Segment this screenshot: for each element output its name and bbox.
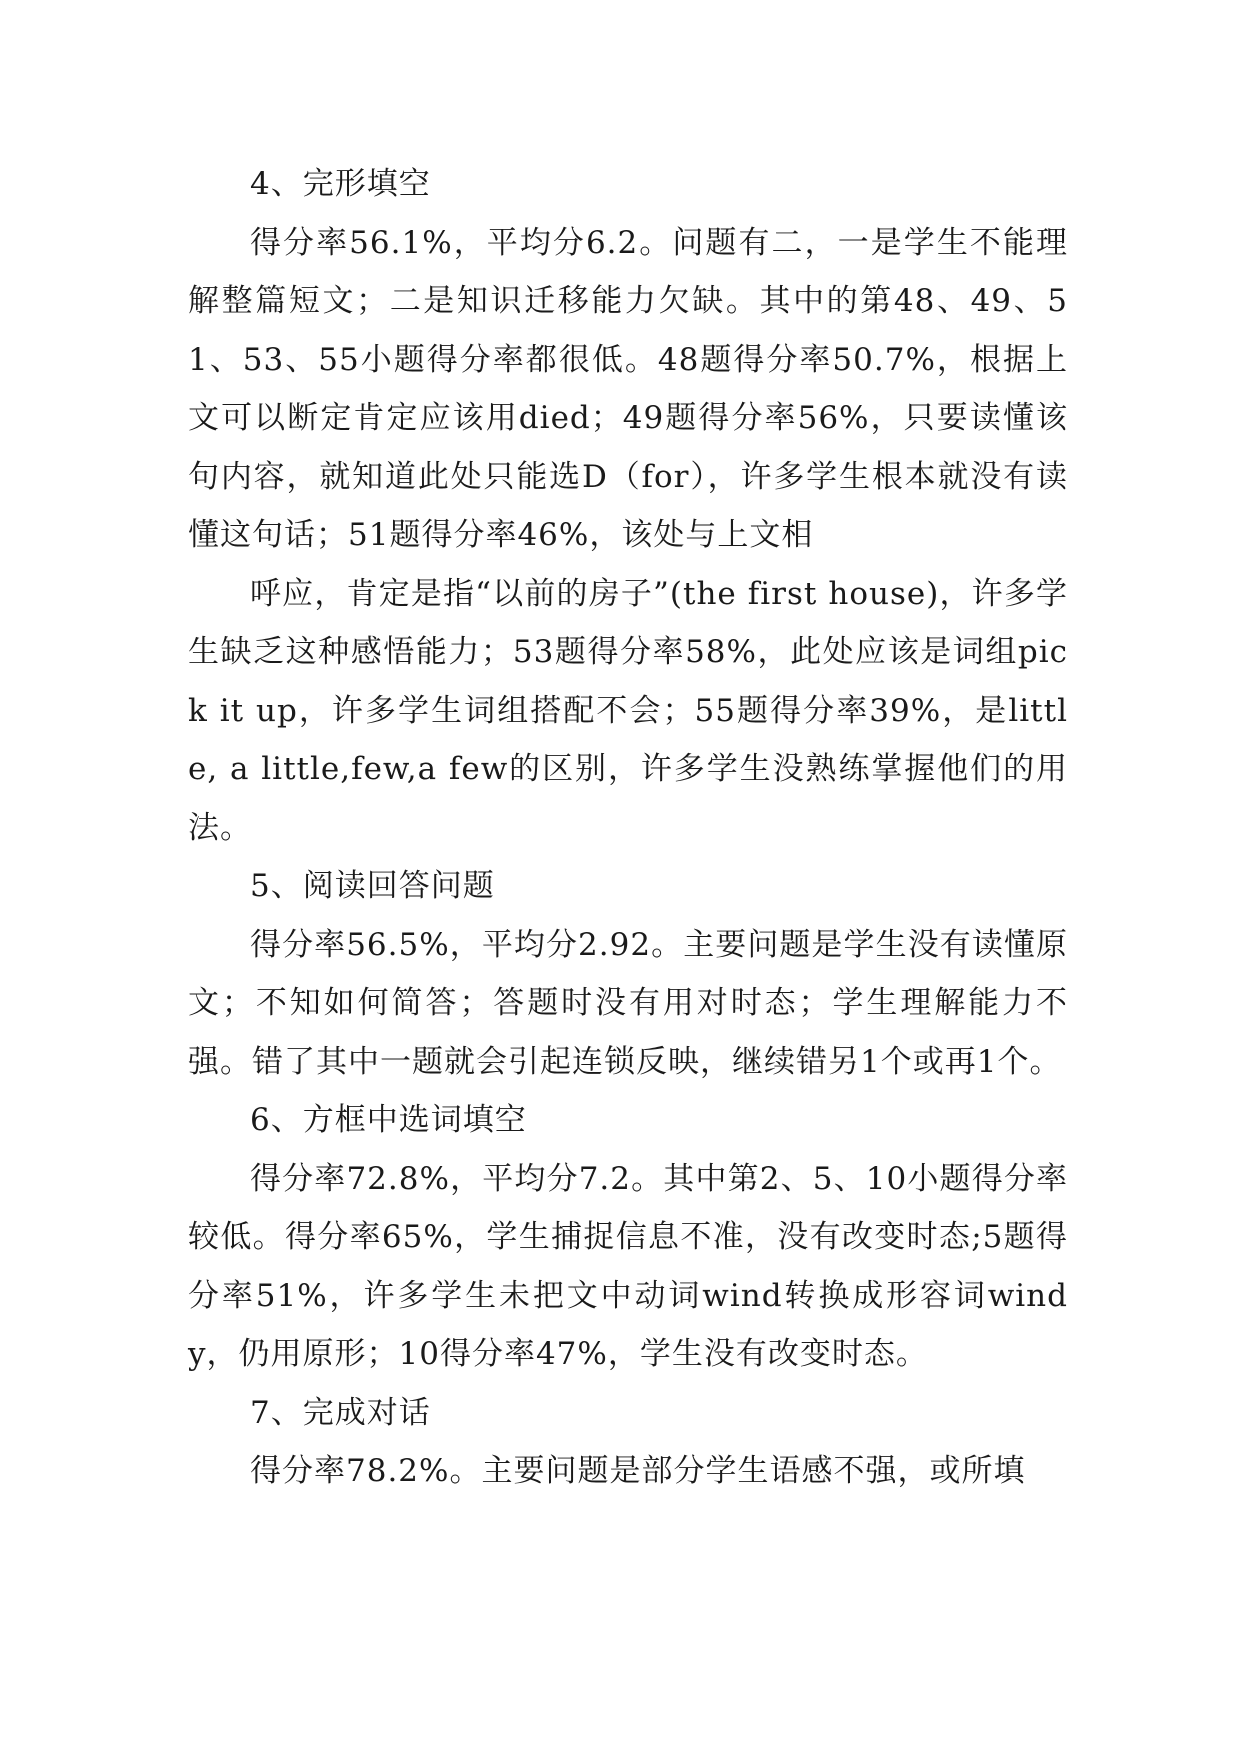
section-heading-cloze: 4、完形填空 bbox=[250, 166, 431, 202]
paragraph-cloze-analysis-continued: 呼应，肯定是指“以前的房子”(the first house)，许多学生缺乏这种感悟能力；53题得分率58%，此处应该是词组pick it up，许多学生词组搭配不会；55题得分率39%，是little, a little,few,a few的区别，许多学生没熟练掌握他们的用法。 bbox=[188, 575, 1068, 846]
paragraph-dialogue-analysis: 得分率78.2%。主要问题是部分学生语感不强，或所填 bbox=[250, 1453, 1026, 1489]
section-heading-word-box: 6、方框中选词填空 bbox=[250, 1102, 527, 1138]
paragraph-word-box-analysis: 得分率72.8%，平均分7.2。其中第2、5、10小题得分率较低。得分率65%，学生捕捉信息不准，没有改变时态;5题得分率51%，许多学生未把文中动词wind转换成形容词windy，仍用原形；10得分率47%，学生没有改变时态。 bbox=[188, 1160, 1068, 1372]
section-heading-dialogue: 7、完成对话 bbox=[250, 1394, 431, 1431]
paragraph-cloze-analysis: 得分率56.1%，平均分6.2。问题有二，一是学生不能理解整篇短文；二是知识迁移能力欠缺。其中的第48、49、51、53、55小题得分率都很低。48题得分率50.7%，根据上文可以断定肯定应该用died；49题得分率56%，只要读懂该句内容，就知道此处只能选D（for），许多学生根本就没有读懂这句话；51题得分率46%，该处与上文相 bbox=[188, 224, 1068, 553]
section-heading-reading: 5、阅读回答问题 bbox=[250, 868, 495, 904]
document-body bbox=[188, 155, 1068, 1501]
paragraph-reading-analysis: 得分率56.5%，平均分2.92。主要问题是学生没有读懂原文；不知如何简答；答题时没有用对时态；学生理解能力不强。错了其中一题就会引起连锁反映，继续错另1个或再1个。 bbox=[188, 926, 1068, 1080]
